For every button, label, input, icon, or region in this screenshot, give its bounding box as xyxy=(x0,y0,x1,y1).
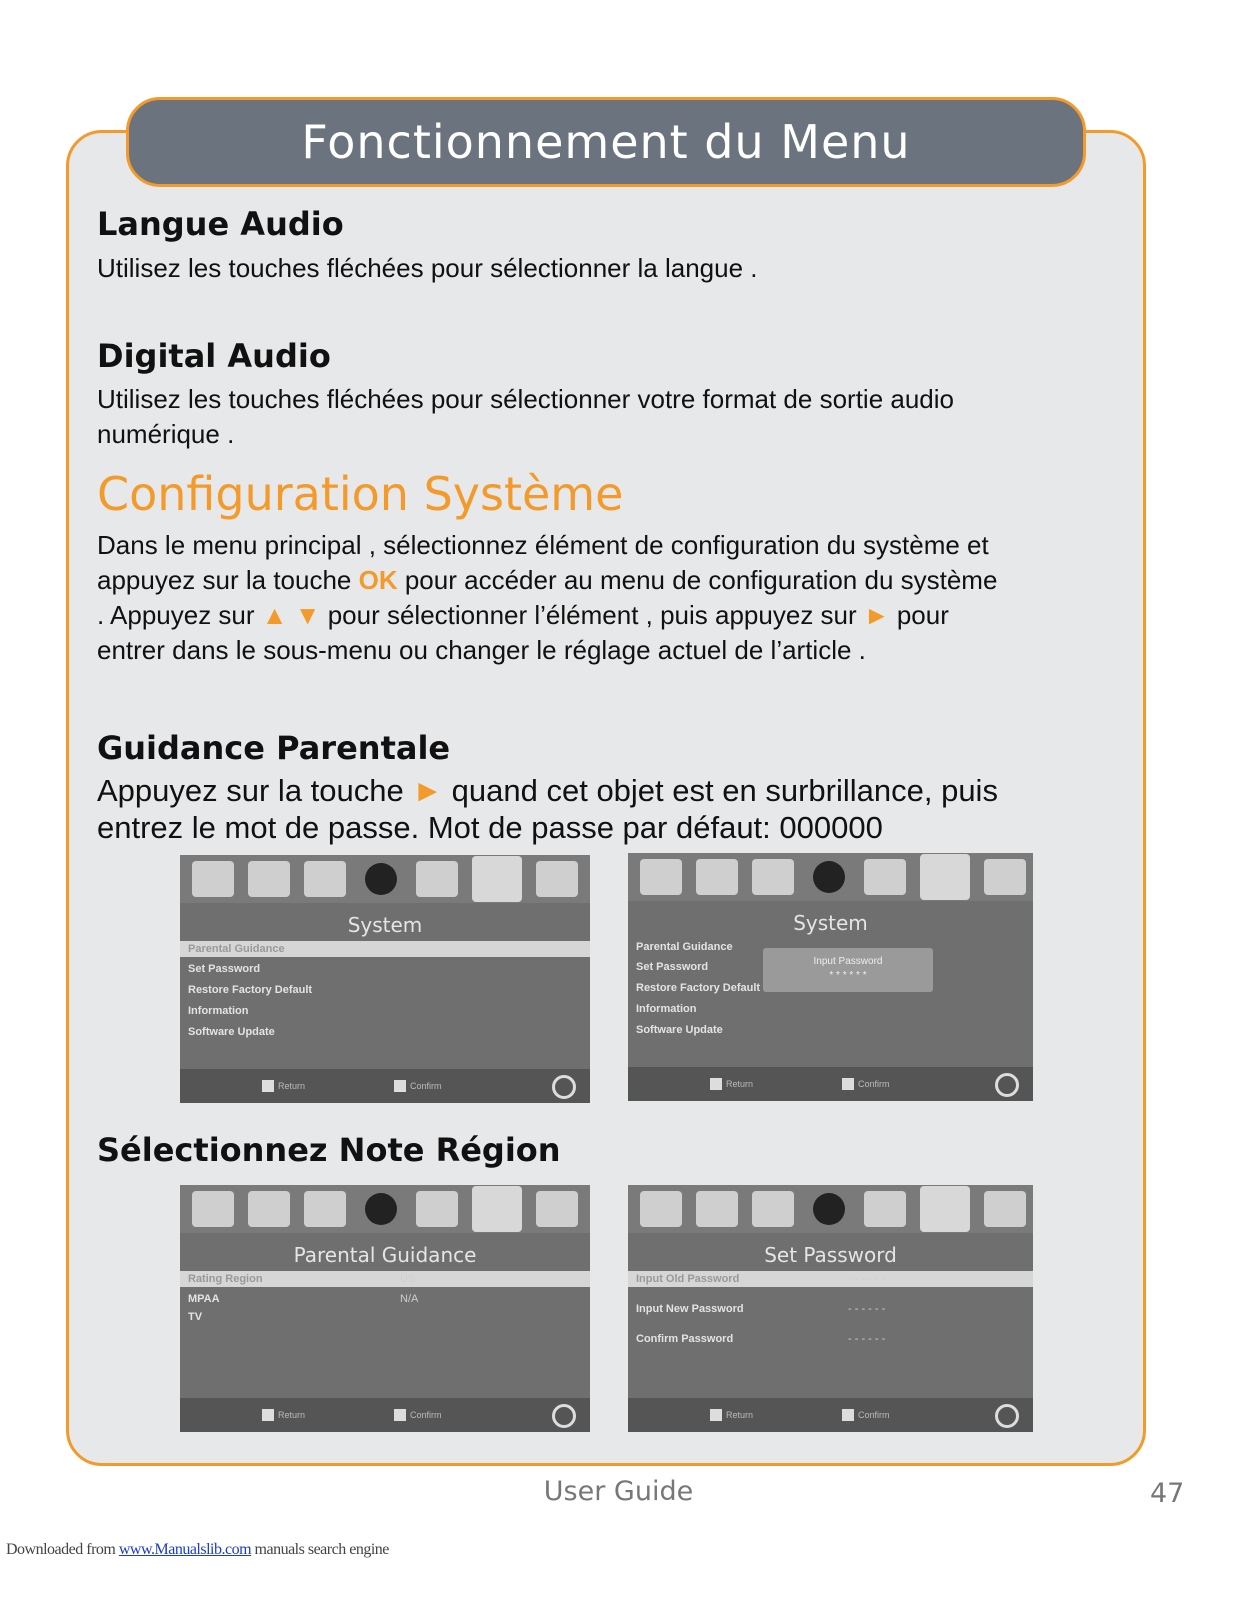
text-guidance: Appuyez sur la touche ► quand cet objet est en surbrillance, puis entrez le mot de passe. Mot de passe par défaut: 000000 xyxy=(97,773,998,845)
confirm-key-icon xyxy=(394,1080,406,1092)
picture-icon xyxy=(192,1191,234,1227)
navigation-icon xyxy=(552,1075,576,1099)
password-popup xyxy=(763,948,933,992)
menu-icon-bar xyxy=(628,853,1033,901)
footer-label: Confirm xyxy=(410,1410,442,1420)
menu-row: MPAA N/A xyxy=(188,1293,419,1305)
system-icon xyxy=(472,856,522,902)
screen-title: System xyxy=(793,911,868,935)
text-digital-audio: Utilisez les touches fléchées pour sélectionner votre format de sortie audio numérique . xyxy=(97,384,954,449)
screenshot-system-password xyxy=(628,853,1033,1101)
screenshot-set-password xyxy=(628,1185,1033,1432)
sound-icon xyxy=(248,1191,290,1227)
option-icon xyxy=(864,859,906,895)
menu-row: Software Update xyxy=(636,1024,723,1036)
screen-footer xyxy=(628,1067,1033,1101)
channel-icon xyxy=(304,861,346,897)
right-arrow-icon: ► xyxy=(412,773,444,808)
download-notice: Downloaded from www.Manualslib.com manuals search engine xyxy=(6,1541,389,1558)
return-key-icon xyxy=(262,1080,274,1092)
screen-footer xyxy=(180,1398,590,1432)
confirm-key-icon xyxy=(842,1409,854,1421)
confirm-key-icon xyxy=(394,1409,406,1421)
picture-icon xyxy=(640,1191,682,1227)
option-icon xyxy=(416,1191,458,1227)
navigation-icon xyxy=(995,1404,1019,1428)
confirm-key-icon xyxy=(842,1078,854,1090)
text-langue-audio: Utilisez les touches fléchées pour sélectionner la langue . xyxy=(97,253,758,283)
heading-langue-audio: Langue Audio xyxy=(97,205,344,243)
picture-icon xyxy=(192,861,234,897)
footer-label: Return xyxy=(726,1410,754,1420)
menu-row: TV xyxy=(188,1311,203,1323)
navigation-icon xyxy=(552,1404,576,1428)
footer-label: User Guide xyxy=(543,1476,694,1507)
screen-title: Parental Guidance xyxy=(293,1243,477,1267)
up-down-arrows-icon: ▲ ▼ xyxy=(261,600,321,630)
usb-icon xyxy=(984,1191,1026,1227)
option-icon xyxy=(864,1191,906,1227)
footer-label: Confirm xyxy=(858,1079,890,1089)
menu-row: Input Old Password - - - - - - xyxy=(628,1271,1033,1287)
menu-row: Restore Factory Default xyxy=(188,984,313,996)
heading-guidance: Guidance Parentale xyxy=(97,729,451,767)
text-configuration: Dans le menu principal , sélectionnez élément de configuration du système et appuyez sur la touche OK pour accéder au menu de configuration du système . Appuyez sur ▲ ▼ pour sélectionner l’élément , puis appuyez sur ► pour entrer dans le sous-menu ou changer le réglage actuel de l’article . xyxy=(97,530,998,665)
menu-row: Restore Factory Default xyxy=(636,982,761,994)
menu-icon-bar xyxy=(628,1185,1033,1233)
menu-row: Set Password xyxy=(636,961,709,973)
menu-row: Information xyxy=(636,1003,697,1015)
manualslib-link[interactable]: www.Manualslib.com xyxy=(118,1541,252,1558)
navigation-icon xyxy=(995,1073,1019,1097)
time-icon xyxy=(365,863,397,895)
system-icon xyxy=(920,854,970,900)
sound-icon xyxy=(696,859,738,895)
screen-footer xyxy=(628,1398,1033,1432)
popup-value: * * * * * * xyxy=(829,970,867,981)
menu-row: Rating Region US xyxy=(180,1271,590,1287)
channel-icon xyxy=(304,1191,346,1227)
return-key-icon xyxy=(710,1078,722,1090)
menu-row: Input New Password - - - - - - xyxy=(636,1303,886,1315)
return-key-icon xyxy=(710,1409,722,1421)
system-icon xyxy=(472,1186,522,1232)
menu-icon-bar xyxy=(180,855,590,903)
page-number: 47 xyxy=(1150,1478,1185,1509)
banner-title: Fonctionnement du Menu xyxy=(126,97,1086,187)
menu-row: Parental Guidance xyxy=(636,941,733,953)
usb-icon xyxy=(536,1191,578,1227)
heading-region: Sélectionnez Note Région xyxy=(97,1131,561,1169)
picture-icon xyxy=(640,859,682,895)
heading-digital-audio: Digital Audio xyxy=(97,337,331,375)
usb-icon xyxy=(536,861,578,897)
menu-row: Set Password xyxy=(188,963,261,975)
footer-label: Confirm xyxy=(858,1410,890,1420)
sound-icon xyxy=(696,1191,738,1227)
system-icon xyxy=(920,1186,970,1232)
menu-row: Parental Guidance xyxy=(180,941,590,957)
time-icon xyxy=(813,1193,845,1225)
option-icon xyxy=(416,861,458,897)
time-icon xyxy=(365,1193,397,1225)
ok-key: OK xyxy=(358,565,398,595)
screen-footer xyxy=(180,1069,590,1103)
return-key-icon xyxy=(262,1409,274,1421)
right-arrow-icon: ► xyxy=(863,600,890,630)
footer-label: Confirm xyxy=(410,1081,442,1091)
channel-icon xyxy=(752,859,794,895)
menu-icon-bar xyxy=(180,1185,590,1233)
sound-icon xyxy=(248,861,290,897)
footer-label: Return xyxy=(726,1079,754,1089)
channel-icon xyxy=(752,1191,794,1227)
screen-title: Set Password xyxy=(764,1243,897,1267)
time-icon xyxy=(813,861,845,893)
usb-icon xyxy=(984,859,1026,895)
popup-title: Input Password xyxy=(813,956,883,967)
menu-row: Software Update xyxy=(188,1026,275,1038)
footer-label: Return xyxy=(278,1410,306,1420)
heading-configuration: Configuration Système xyxy=(97,467,624,521)
screen-title: System xyxy=(347,913,423,937)
menu-row: Information xyxy=(188,1005,249,1017)
screenshot-parental-guidance xyxy=(180,1185,590,1432)
footer-label: Return xyxy=(278,1081,306,1091)
menu-row: Confirm Password - - - - - - xyxy=(636,1333,886,1345)
screenshot-system-menu xyxy=(180,855,590,1103)
